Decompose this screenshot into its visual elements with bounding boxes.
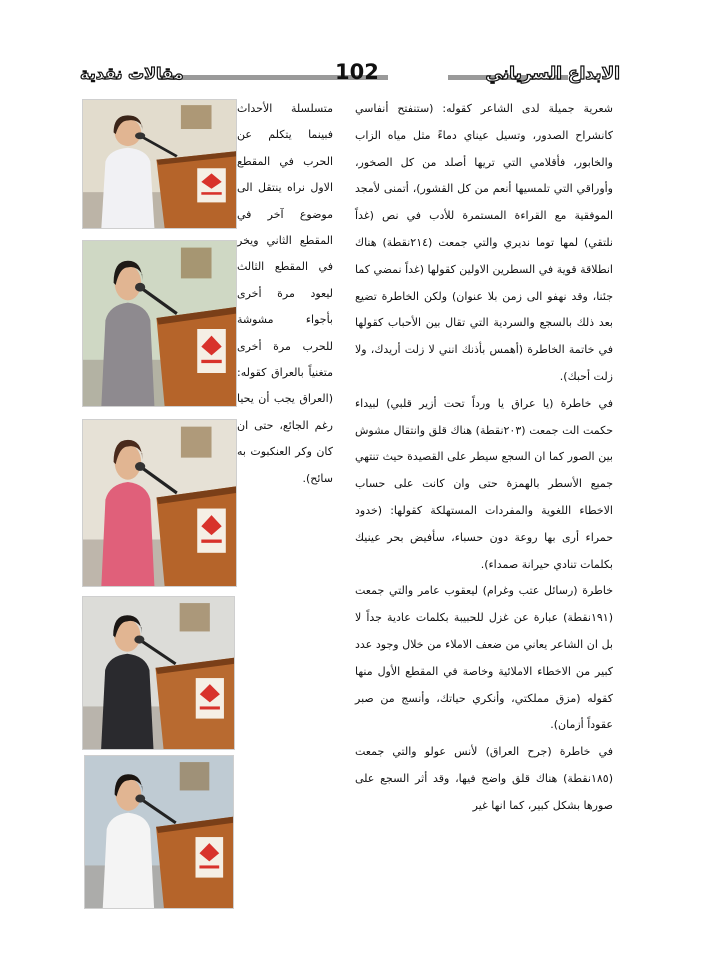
article-paragraph: في خاطرة (يا عراق يا ورداً تحت أزير قلبي) لبيداء حكمت الت جمعت (٢٠٣نقطة) هناك قلق وانتقال مشوش بين الصور كما ان السجع سيطر على القصيدة حيث تنتهي جميع الأسطر بالهمزة حتى وان كانت على حساب الاخطاء اللغوية والمفردات المستهلكة كقولها: (خدود حمراء أرى بها روعة دون حسباء، سأفيض بحر عينيك بكلمات تنادي حيرانة صمداء). xyxy=(355,396,613,571)
speaker-clothing xyxy=(103,813,154,908)
speaker-clothing xyxy=(101,654,153,749)
speaker-photo-5 xyxy=(84,755,234,909)
article-paragraph: خاطرة (رسائل عتب وغرام) ليعقوب عامر والتي جمعت (١٩١نقطة) عبارة عن غزل للحبيبة بكلمات عادية جداً لا بل ان الشاعر يعاني من ضعف الاملاء من خلال وجود عدد كبير من الاخطاء الاملائية وخاصة في المقطع الأول منها كقوله (مزق مملكتي، وأنكري حياتك، وأنسج من صبر عقوداً أزمان). xyxy=(355,584,613,732)
photo-illustration xyxy=(83,100,236,228)
speaker-clothing xyxy=(101,148,154,228)
photo-illustration xyxy=(83,597,234,749)
speaker-clothing xyxy=(101,303,154,406)
podium-emblem-text xyxy=(201,360,221,363)
article-paragraph: في خاطرة (جرح العراق) لأنس عولو والتي جمعت (١٨٥نقطة) هناك قلق واضح فيها، وقد أثر السجع على صورها بشكل كبير، كما انها غير xyxy=(355,745,613,812)
microphone-head xyxy=(135,283,145,292)
photo-illustration xyxy=(83,241,236,406)
photo-window xyxy=(180,603,210,631)
microphone-head xyxy=(135,132,145,139)
podium-emblem-text xyxy=(201,192,221,195)
microphone-head xyxy=(134,636,144,644)
photo-window xyxy=(181,248,212,279)
speaker-clothing xyxy=(101,482,154,586)
article-side-column xyxy=(237,96,333,492)
microphone-head xyxy=(135,795,145,803)
podium-emblem-text xyxy=(201,540,221,543)
article-paragraph: شعرية جميلة لدى الشاعر كقوله: (ستنفتح أنفاسي كانشراح الصدور، وتسيل عيناي دماءً مثل مياه الزاب والخابور، فأقلامي التي تريها أصلد من كل الصخور، وأوراقي التي تلمسيها أنعم من كل القشور)، أتمنى لأمجد الموفقية مع القراءة المستمرة للأدب في نص (غداً نلتقي) لمها توما نديري والتي جمعت (٢١٤نقطة) هناك انطلاقة قوية في السطرين الاولين كقولها (غداً نمضي كما جئنا، وقد نهفو الى زمن بلا عنوان) ولكن الخاطرة تضيع بعد ذلك بالسجع والسردية التي تقال بين الأحباب كقولها في خاتمة الخاطرة (أهمس بأذنك انني لا زلت أريدك، ولا زلت أحبك). xyxy=(355,102,613,383)
page-number: 102 xyxy=(335,60,379,84)
speaker-photo-2 xyxy=(82,240,237,407)
speaker-photo-1 xyxy=(82,99,237,229)
section-title: مقالات نقدية xyxy=(80,64,184,83)
article-paragraph: متسلسلة الأحداث فبينما يتكلم عن الحرب في المقطع الاول نراه ينتقل الى موضوع آخر في المقطع الثاني ويخر في المقطع الثالث ليعود مرة أخرى بأجواء مشوشة للحرب مرة أخرى متغنياً بالعراق كقوله: (العراق يجب أن يحيا رغم الجائع، حتى ان كان وكر العنكبوت به سائح). xyxy=(237,102,333,485)
speaker-photo-4 xyxy=(82,596,235,750)
podium-emblem-text xyxy=(200,706,220,709)
photo-window xyxy=(181,427,212,458)
microphone-head xyxy=(135,462,145,471)
podium-emblem-text xyxy=(199,865,219,868)
magazine-title: الابداع السرياني xyxy=(485,64,620,84)
photo-illustration xyxy=(85,756,233,908)
photo-window xyxy=(181,105,212,129)
article-main-column xyxy=(355,96,613,820)
photo-illustration xyxy=(83,420,236,586)
speaker-photo-3 xyxy=(82,419,237,587)
photo-window xyxy=(180,762,210,790)
page-header xyxy=(80,60,620,88)
